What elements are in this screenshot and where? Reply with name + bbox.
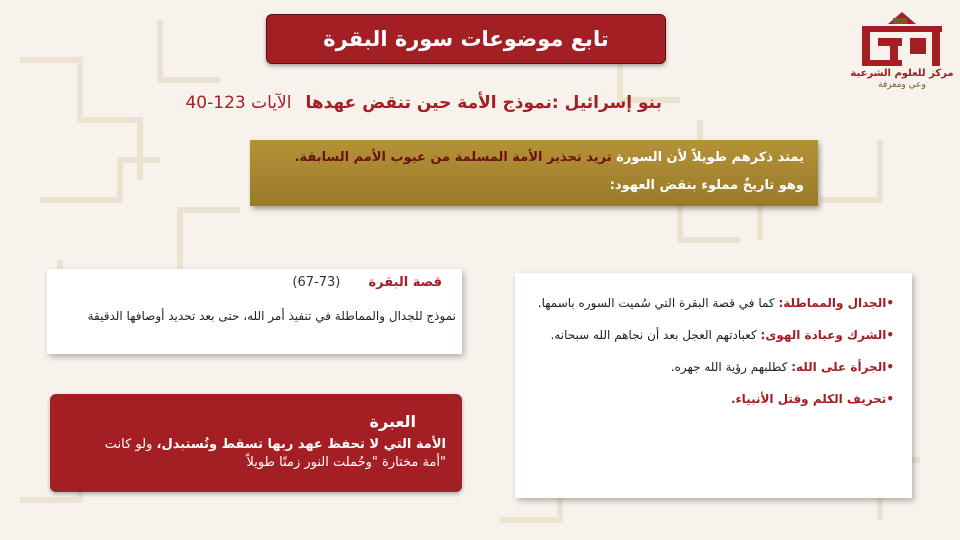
lesson-title: العبرة xyxy=(369,412,416,431)
point-key: الجرأة على الله: xyxy=(791,360,887,374)
point-key: تحريف الكلم وقتل الأنبياء. xyxy=(730,392,887,406)
point-text: كطلبهم رؤية الله جهره. xyxy=(670,360,788,374)
logo-caption xyxy=(848,68,956,91)
point-key: الشرك وعبادة الهوى: xyxy=(760,328,887,342)
intro-line-1b: تريد تحذير الأمة المسلمة من عيوب الأمم السابقة. xyxy=(294,150,612,165)
point-text: كما في قصة البقرة التي سُميت السوره باسمها. xyxy=(537,296,775,310)
lesson-box xyxy=(50,394,462,492)
story-card xyxy=(47,269,462,354)
story-body: نموذج للجدال والمماطلة في تنفيذ أمر الله، حتى بعد تحديد أوصافها الدقيقة xyxy=(87,309,456,323)
story-header xyxy=(292,275,442,290)
points-card xyxy=(515,273,912,498)
intro-line-1 xyxy=(264,144,804,172)
subtitle-main: بنو إسرائيل :نموذج الأمة حين تنقض عهدها xyxy=(305,93,662,113)
bullet: • xyxy=(886,328,894,342)
section-subtitle xyxy=(185,91,662,115)
bullet: • xyxy=(886,392,894,406)
lesson-body-part-1: الأمة التي لا تحفظ عهد ربها تسقط وتُستبدل، xyxy=(156,437,446,452)
list-item xyxy=(525,383,894,415)
story-title: قصة البقرة xyxy=(368,275,442,290)
subtitle-verses: الآيات 123-40 xyxy=(185,93,292,113)
intro-box xyxy=(250,140,818,206)
list-item xyxy=(525,351,894,383)
page-title: تابع موضوعات سورة البقرة xyxy=(266,14,666,64)
list-item xyxy=(525,319,894,351)
list-item xyxy=(525,287,894,319)
lesson-body xyxy=(86,436,446,472)
point-text: كعبادتهم العجل بعد أن نجاهم الله سبحانه. xyxy=(550,328,757,342)
point-key: الجدال والمماطلة: xyxy=(778,296,887,310)
bullet: • xyxy=(886,360,894,374)
intro-line-1a: يمتد ذكرهم طويلاً لأن السورة xyxy=(616,150,804,165)
bullet: • xyxy=(886,296,894,310)
intro-line-2: وهو تاريخٌ مملوء بنقض العهود: xyxy=(609,178,804,193)
logo-line-1: مركز للعلوم الشرعية xyxy=(850,68,954,79)
lesson-body-part-2: ولو كانت "أمة مختارة "وحُملت النور زمنًا طويلاً xyxy=(104,437,446,470)
logo-line-2: وعي ومعرفة xyxy=(878,80,926,90)
story-verses: (73-67) xyxy=(292,275,341,290)
